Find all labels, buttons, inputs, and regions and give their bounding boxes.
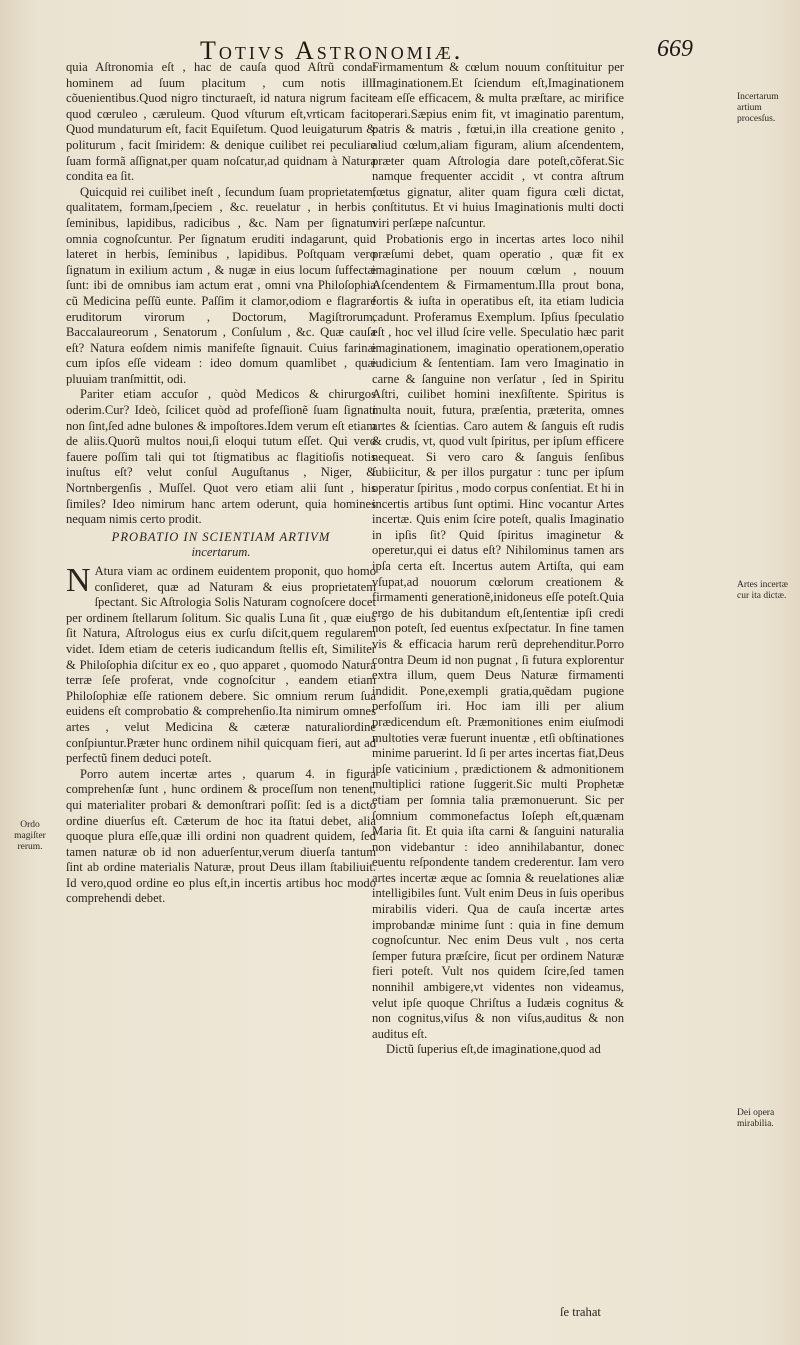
margin-note-dei: Dei opera mirabilia. [737,1108,775,1129]
left-paragraph-4-text: Atura viam ac ordinem euidentem proponit, quo homo conſideret, quæ ad Naturam & eius proprietatem ſpectant. Sic Aſtrologia Solis Naturam cognoſcere docet per ordinem ſtellarum ſolitum. Sic qualis Luna ſit , quæ eius ſit Natura, Aſtrologus eius ex curſu diſcit,quem regularem videt. Idem etiam de ceteris iudicandum ſtellis eſt, Similiter & Philoſophia diſcitur ex eo , quo apparet , quomodo Natura terræ ſeſe proferat, vnde cognoſcitur , eandem etiam Philoſophiæ eſſe rationem debere. Sic omnium rerum ſua euidens eſt comprobatio & comprehenſio.Ita nimirum omnes artes , velut Medicina & cæteræ naturaliordine conſpiuntur.Præter hunc ordinem nihil quicquam fieri, aut ad perfectũ finem deduci poteſt. [66,564,376,766]
left-paragraph-5: Porro autem incertæ artes , quarum 4. in figura comprehenſæ ſunt , hunc ordinem & proceſſum non tenent, qui materialiter probari & demonſtrari poſſit: ſed is a dicto ordine diuerſus eſt. Cæterum de hoc ita ſtatui debet, alia quoque plura eſſe,quæ illi ordini non quadrent quidem, ſed tamen naturæ ob id non aduerſentur,verum diuerſa tantum ſint ab ordine materialis Naturæ, prout Deus illam ſtabiliuit. Id vero,quod ordine eo plus eſt,in incertis artibus hoc modo comprehendi debet. [66,766,376,906]
left-paragraph-3: Pariter etiam accuſor , quòd Medicos & chirurgos oderim.Cur? Ideò, ſcilicet quòd ad profeſſionẽ ſuam ſignati non ſint,ſed adne bulones & impoſtores.Idem verum eſt etiam de aliis.Quorũ multos noui,ſi eloqui tutum eſſet. Qui vero fauere poſſim tali qui tot ſtigmatibus ac flagitioſis notis inuſtus eſt? velut conſul Auguſtanus , Niger, & Nortnbergenſis , Muſſel. Quot vero etiam alii ſunt , his ſimiles? Ideo nimirum hanc artem oderunt, quia homines nequam nimis certo prodit. [66,387,376,527]
margin-note-artes: Artes incertæ cur ita dictæ. [737,580,788,601]
section-heading: PROBATIO IN SCIENTIAM ARTIVM [111,529,331,544]
right-paragraph-3: Dictũ ſuperius eſt,de imaginatione,quod ad [386,1042,601,1057]
section-subheading: incertarum. [191,545,251,560]
right-paragraph-1: Firmamentum & cœlum nouum conſtituitur per Imaginationem.Et ſciendum eſt,Imaginationem eam eſſe efficacem, & multa præſtare, ac mirifice operari.Sæpius enim fit, vt imaginatio parentum, patris & matris , fœtui,in illa creatione genito , aliud cœlum,aliam figuram, alium aſcendentem, præter quam Aſtrologia dare poteſt,cõferat.Sic namque frequenter accidit , vt contra aſtrum fœtus gignatur, aliter quam figura cœli dictat, conſtitutus. Et vi huius Imaginationis multi docti viri perſæpe naſcuntur. [372,60,624,230]
margin-note-ordo: Ordo magiſter rerum. [14,820,46,852]
right-column [372,60,624,1058]
left-paragraph-1: quia Aſtronomia eſt , hac de cauſa quod Aſtrũ condat hominem ad ſuum placitum , cum notis illi cõuenientibus.Quod nigro tincturaeſt, id natura nigrum facit: quod cœruleo , cæruleum. Quod vſturum eſt,vrticam facit. Quod mundaturum eſt, facit Equiſetum. Quod leuigaturum & politurum , facit ſmiridem: & denique cuilibet rei peculiare ſuam formã aſſignat,per quam noſcatur,ad quidnam à Natura condita ea ſit. [66,60,376,184]
catchword: ſe trahat [560,1305,601,1319]
left-paragraph-4 [66,564,376,767]
right-paragraph-2: Probationis ergo in incertas artes loco nihil præſumi debet, quam operatio , quæ fit ex imaginatione per nouum cœlum , nouum Aſcendentem & Firmamentum.Illa prout bona, fortis & iuſta in operatibus eſt, ita etiam ludicia cadunt. Proferamus Exemplum. Ipſius ſpeculatio eſt , hoc vel illud ſcire velle. Speculatio hæc parit imaginationem, imaginatio operationem,operatio iudicium & ſententiam. Iam vero Imaginatio in carne & ſanguine non verſatur , ſed in Spiritu Aſtri, cuilibet homini inexſiſtente. Spiritus is multa nouit, futura, præſentia, præterita, omnes artes & ſcientias. Caro autem & ſanguis eſt rudis & crudis, vt, quod vult ſpiritus, per ipſum efficere nequeat. Si vero caro & ſanguis ſenſibus ſubiicitur, & per illos purgatur : tunc per ipſum operatur ſpiritus , modo corpus conſentiat. Et hi in incertis artibus ſunt optimi. Hinc vocantur Artes incertæ. Quis enim ſcire poteſt, qualis Imaginatio in ipſis ſit? Quid ſpiritus imaginetur & operetur,qui ei datus eſt? Nihilominus tamen ars ipſa certa eſt. Incertus autem Artiſta, qui eam vſupat,ad nouorum cœlorum creationem & firmamenti generationẽ,inidoneus eſſe poteſt.Quia ergo de his dubitandum eſt,ſententiæ ipſi credi non poteſt, ſed euentus exſpectatur. In fine tamen vis & efficacia harum rerũ deprehenditur.Porro contra Deum id non pugnat , ſi futura explorentur extra illum, quem Deus Naturæ firmamenti indidit. Pone,exempli gratia,quẽdam pugione perfoſſum iri. Hoc iam illi per alium prædicendum eſt. Præmonitiones enim eiuſmodi multoties veræ fuerunt inuentæ , etſi obſtinationes minime paruerint. Id ſi per artes incertas fiat,Deus ipſe vaticinium , prædictionem & admonitionem multiplici ratione ſuggerit.Sic multi Prophetæ etiam per ſomnia talia præmonuerunt. Sic per ſomnium commonefactus Ioſeph eſt,quænam Maria ſit. Et quia iſta carni & ſanguini naturalia non videbantur : ideo annihilabantur, donec euentu reſpondente tandem crederentur. Iam vero artes incertæ æque ac ſomnia & reuelationes aliæ intelligibiles ſunt. Vult enim Deus in ſuis operibus mirabilis videri. Qua de cauſa incertæ artes improbandæ minime ſunt : quia in fine demum cognoſcuntur. Nec enim Deus vult , nos certa ſemper futura præſcire, ſicut per ordinem Naturæ fieri poteſt. Vult nos quidem ſcire,ſed tamen nonnihil ambigere,vt videntes non videamus, velut ipſe quoque Chriſtus a Iudæis cognitus & non cognitus,viſus & non viſus,auditus & non auditus eſt. [372,231,624,1041]
left-column [66,60,376,907]
running-title: Totivs Astronomiæ. [200,36,464,65]
drop-cap: N [66,562,91,599]
left-paragraph-2: Quicquid rei cuilibet ineſt , ſecundum ſuam proprietatem, qualitatem, formam,ſpeciem , &c. reuelatur , in herbis , ſeminibus, lapidibus, radicibus , &c. Nam per ſignatum omnia cognoſcuntur. Per ſignatum eruditi indagarunt, quid lateret in herbis, ſeminibus , lapidibus. Poſtquam vero ſignatum in exilium actum , & nugæ in eius locum ſuffectæ ſunt: ibi de omnibus iam actum erat , omni vna Philoſophia cũ Medicina peſſũ eunte. Paſſim it clamor,odiom e flagrare eruditorum virorum , Doctorum, Magiſtrorum, Baccalaureorum , Senatorum , Conſulum , &c. Quæ cauſa eſt? Natura eoſdem nimis manifeſte ſignauit. Cuius farinæ cum ipſos eſſe videam : ideo domum quamlibet , quæ pluuiam tranſmittit, odi. [66,184,376,386]
margin-note-incertarum: Incertarum artium procesſus. [737,92,779,124]
page-number: 669 [657,36,693,62]
